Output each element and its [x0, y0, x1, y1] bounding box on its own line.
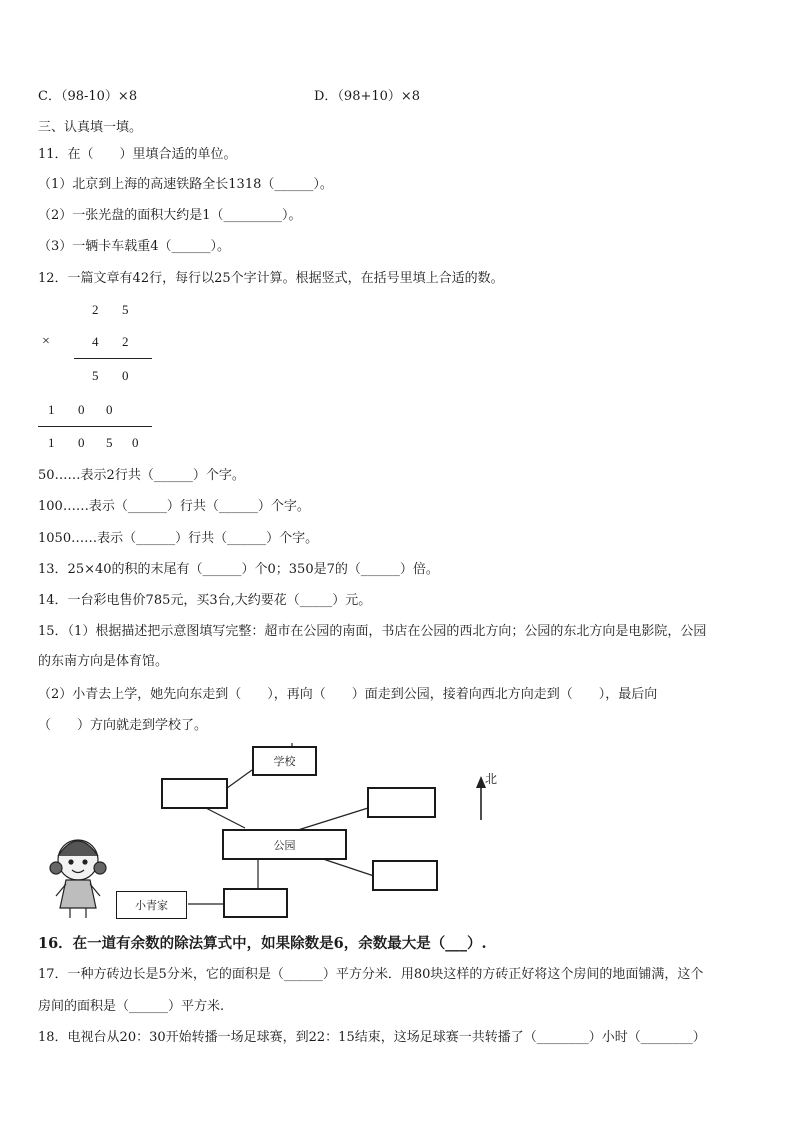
calc-digit: 0	[78, 402, 85, 417]
q17-line-2: 房间的面积是（______）平方米.	[38, 999, 225, 1014]
calc-digit: 2	[92, 302, 99, 317]
park-label: 公园	[273, 838, 296, 852]
q17-line-1: 17．一种方砖边长是5分米，它的面积是（______）平方分米．用80块这样的方砖正好将这个房间的地面铺满，这个	[38, 967, 704, 982]
home-label: 小青家	[135, 899, 168, 912]
q12-stem: 12．一篇文章有42行，每行以25个字计算。根据竖式，在括号里填上合适的数。	[38, 271, 504, 286]
calc-digit: 5	[92, 368, 99, 383]
calc-digit: 0	[106, 402, 113, 417]
q11-part-3: （3）一辆卡车载重4（______）。	[38, 239, 231, 254]
q12-line-3: 1050……表示（______）行共（______）个字。	[38, 531, 319, 546]
girl-figure-icon	[50, 840, 106, 918]
park-box	[222, 829, 347, 860]
calc-digit: 2	[122, 334, 129, 349]
multiply-sign: ×	[42, 334, 50, 349]
calc-digit: 5	[122, 302, 129, 317]
blank-box-northwest[interactable]	[161, 778, 228, 809]
calc-digit: 1	[48, 402, 55, 417]
q12-line-2: 100……表示（______）行共（______）个字。	[38, 499, 310, 514]
q12-line-1: 50……表示2行共（______）个字。	[38, 468, 245, 483]
blank-box-northeast[interactable]	[367, 787, 436, 818]
calc-digit: 0	[132, 435, 139, 450]
q15-part-1-line-1: 15．（1）根据描述把示意图填写完整：超市在公园的南面，书店在公园的西北方向；公园的东北方向是电影院，公园	[38, 624, 707, 639]
q15-part-2-line-2: （ ）方向就走到学校了。	[38, 718, 208, 733]
home-box	[116, 891, 187, 919]
calc-digit: 4	[92, 334, 99, 349]
q11-part-1: （1）北京到上海的高速铁路全长1318（______）。	[38, 177, 333, 192]
school-label: 学校	[273, 755, 296, 768]
option-c: C．（98-10）×8	[38, 89, 138, 104]
section-heading: 三、认真填一填。	[38, 120, 143, 135]
option-d: D．（98+10）×8	[314, 89, 421, 104]
calc-digit: 0	[122, 368, 129, 383]
north-label: 北	[485, 772, 498, 786]
q14-text: 14．一台彩电售价785元，买3台,大约要花（_____）元。	[38, 593, 372, 608]
calc-digit: 1	[48, 435, 55, 450]
q13-text: 13．25×40的积的末尾有（______）个0；350是7的（______）倍。	[38, 562, 439, 577]
calc-digit: 0	[78, 435, 85, 450]
q11-stem: 11．在（ ）里填合适的单位。	[38, 147, 237, 162]
q16-text: 16．在一道有余数的除法算式中，如果除数是6，余数最大是（___）.	[38, 935, 487, 952]
q11-part-2: （2）一张光盘的面积大约是1（_________）。	[38, 208, 302, 223]
calc-digit: 5	[106, 435, 113, 450]
school-box	[252, 746, 317, 776]
q18-text: 18．电视台从20：30开始转播一场足球赛，到22：15结束，这场足球赛一共转播了（________）小时（________）	[38, 1030, 706, 1045]
blank-box-southeast[interactable]	[372, 860, 438, 891]
blank-box-south[interactable]	[223, 888, 288, 918]
q15-part-1-line-2: 的东南方向是体育馆。	[38, 654, 169, 669]
q15-part-2-line-1: （2）小青去上学，她先向东走到（ ），再向（ ）面走到公园，接着向西北方向走到（ ），最后向	[38, 687, 658, 702]
